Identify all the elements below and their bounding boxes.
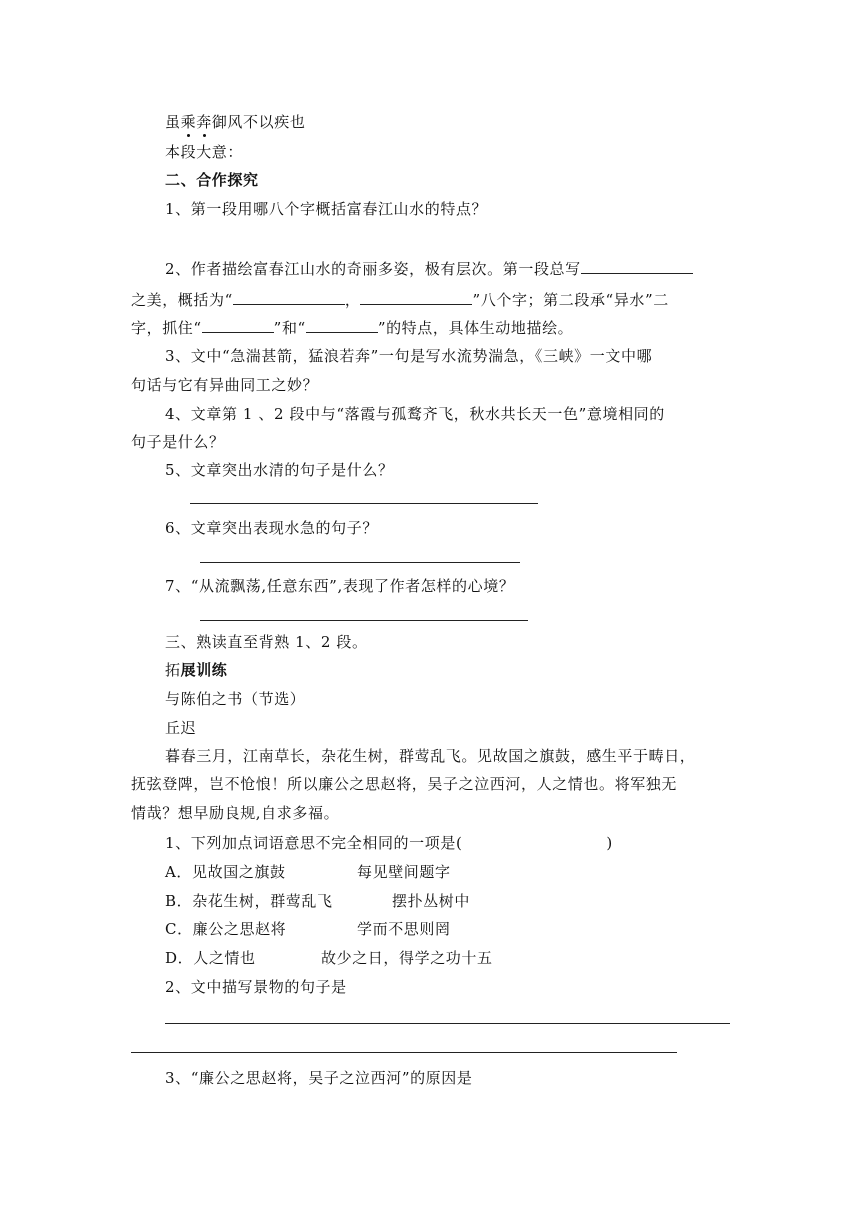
option-d[interactable] bbox=[165, 948, 493, 968]
option-text: A．见故国之旗鼓 bbox=[165, 863, 286, 881]
dotted-char: 乘 bbox=[180, 113, 197, 131]
text-fragment: 虽 bbox=[165, 113, 181, 131]
extension-heading bbox=[165, 660, 227, 680]
question-2-line-2 bbox=[131, 290, 669, 310]
question-3-line-2: 句话与它有异曲同工之妙？ bbox=[131, 376, 319, 394]
question-2-line-3 bbox=[131, 318, 573, 338]
blank-line[interactable] bbox=[581, 259, 693, 274]
text-fragment: ”八个字；第二段承“异水”二 bbox=[472, 291, 669, 309]
blank-line[interactable] bbox=[360, 290, 472, 305]
summary-label: 本段大意： bbox=[165, 143, 244, 161]
text-fragment: 御风不以疾也 bbox=[211, 113, 306, 131]
question-4-line-2: 句子是什么？ bbox=[131, 433, 225, 451]
answer-line-ext-2b[interactable] bbox=[131, 1052, 677, 1053]
text-fragment: 1、下列加点词语意思不完全相同的一项是( bbox=[165, 834, 463, 852]
option-b[interactable] bbox=[165, 891, 471, 911]
answer-line-ext-2a[interactable] bbox=[165, 1023, 730, 1024]
text-fragment: 展训练 bbox=[180, 661, 228, 679]
text-fragment: 字，抓住“ bbox=[131, 319, 202, 337]
blank-line[interactable] bbox=[233, 290, 345, 305]
passage-line-1: 暮春三月，江南草长，杂花生树，群莺乱飞。见故国之旗鼓，感生平于畴日， bbox=[165, 747, 696, 765]
text-fragment: ”的特点，具体生动地描绘。 bbox=[377, 319, 574, 337]
question-7: 7、“从流飘荡,任意东西”,表现了作者怎样的心境？ bbox=[165, 577, 515, 595]
answer-line-6[interactable] bbox=[200, 562, 520, 563]
option-a[interactable] bbox=[165, 862, 451, 882]
option-text: D．人之情也 bbox=[165, 949, 256, 967]
passage-author: 丘迟 bbox=[165, 719, 197, 737]
question-1: 1、第一段用哪八个字概括富春江山水的特点？ bbox=[165, 200, 488, 218]
option-compare: 摆扑丛树中 bbox=[392, 892, 471, 910]
ext-question-3: 3、“廉公之思赵将，吴子之泣西河”的原因是 bbox=[165, 1069, 473, 1087]
text-fragment: ”和“ bbox=[273, 319, 306, 337]
section-2-heading: 二、合作探究 bbox=[165, 171, 259, 189]
text-fragment: 拓 bbox=[165, 661, 181, 679]
question-5: 5、文章突出水清的句子是什么？ bbox=[165, 461, 394, 479]
question-6: 6、文章突出表现水急的句子？ bbox=[165, 519, 378, 537]
ext-question-1 bbox=[165, 833, 613, 853]
text-fragment: 之美，概括为“ bbox=[131, 291, 233, 309]
answer-line-7[interactable] bbox=[200, 620, 528, 621]
passage-title: 与陈伯之书（节选） bbox=[165, 690, 306, 708]
section-3-heading: 三、熟读直至背熟 1、2 段。 bbox=[165, 633, 368, 651]
text-line-1 bbox=[165, 112, 305, 132]
blank-line[interactable] bbox=[202, 318, 274, 333]
question-2-line-1 bbox=[165, 259, 693, 279]
passage-line-3: 情哉？想早励良规,自求多福。 bbox=[131, 804, 340, 822]
option-compare: 故少之日，得学之功十五 bbox=[321, 949, 493, 967]
ext-question-2: 2、文中描写景物的句子是 bbox=[165, 978, 347, 996]
option-text: C．廉公之思赵将 bbox=[165, 920, 287, 938]
answer-line-5[interactable] bbox=[190, 503, 538, 504]
question-3-line-1: 3、文中“急湍甚箭，猛浪若奔”一句是写水流势湍急，《三峡》一文中哪 bbox=[165, 347, 653, 365]
question-4-line-1: 4、文章第 1 、2 段中与“落霞与孤鹜齐飞，秋水共长天一色”意境相同的 bbox=[165, 405, 665, 423]
option-text: B．杂花生树，群莺乱飞 bbox=[165, 892, 333, 910]
passage-line-2: 抚弦登陴，岂不怆悢！所以廉公之思赵将，吴子之泣西河，人之情也。将军独无 bbox=[131, 775, 678, 793]
option-c[interactable] bbox=[165, 919, 451, 939]
text-fragment: ， bbox=[344, 291, 361, 309]
option-compare: 学而不思则罔 bbox=[357, 920, 451, 938]
blank-line[interactable] bbox=[306, 318, 378, 333]
text-fragment: 2、作者描绘富春江山水的奇丽多姿，极有层次。第一段总写 bbox=[165, 260, 581, 278]
dotted-char: 奔 bbox=[196, 113, 212, 131]
option-compare: 每见壁间题字 bbox=[357, 863, 451, 881]
text-fragment: ) bbox=[606, 834, 613, 852]
